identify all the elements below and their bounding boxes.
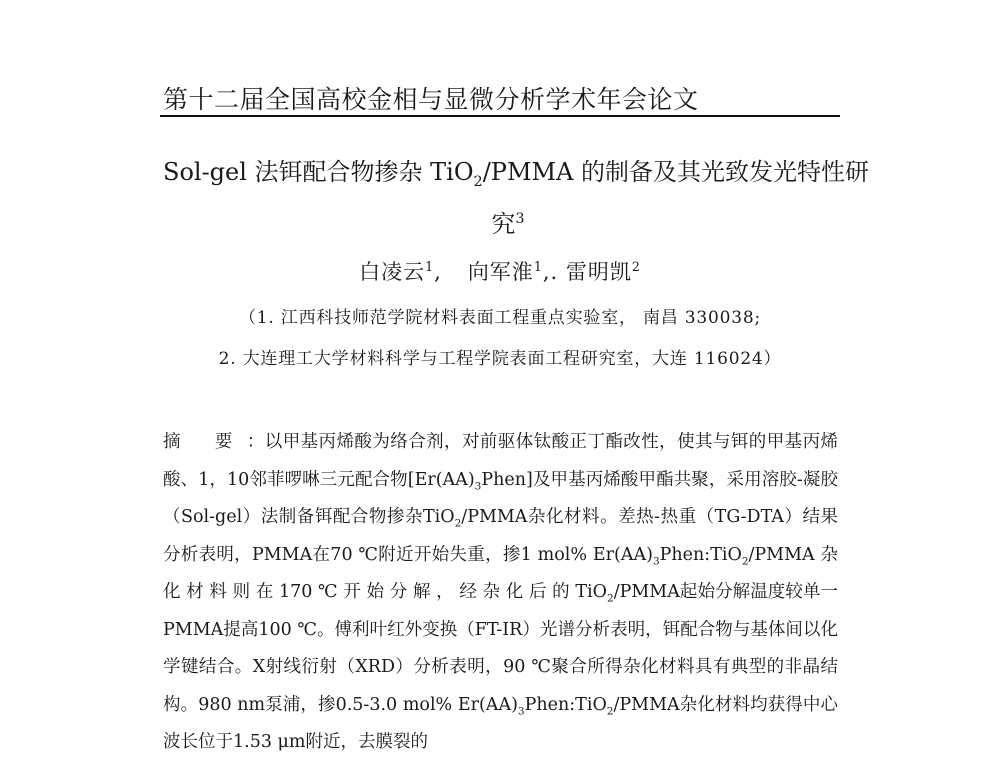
paper-title-line1: Sol-gel 法铒配合物掺杂 TiO$_2$/PMMA 的制备及其光致发光特性研 — [163, 158, 870, 190]
proceedings-title: 第十二届全国高校金相与显微分析学术年会论文 — [163, 85, 699, 114]
abstract-label: 摘 要 — [163, 432, 247, 452]
author-affil-mark: 1 — [533, 259, 543, 274]
affiliation-line: （1. 江西科技师范学院材料表面工程重点实验室， 南昌 330038; — [238, 308, 762, 328]
author-name: 白凌云 — [359, 260, 426, 284]
affiliation-line: 2. 大连理工大学材料科学与工程学院表面工程研究室，大连 116024） — [218, 349, 782, 369]
paper-title — [163, 146, 870, 250]
author-affil-mark: 2 — [631, 259, 641, 274]
header-divider — [160, 115, 840, 117]
author-name: 向军淮 — [467, 260, 534, 284]
author-name: 雷明凯 — [565, 260, 632, 284]
abstract: 摘 要：以甲基丙烯酸为络合剂，对前驱体钛酸正丁酯改性，使其与铒的甲基丙烯酸、1，10邻菲啰啉三元配合物$[Er(AA)_3Phen]$及甲基丙烯酸甲酯共聚，采用溶胶-凝胶（Sol-gel）法制备铒配合物掺杂TiO$_2$/PMMA杂化材料。差热-热重（TG-DTA）结果分析表明，PMMA在70 ℃附近开始失重，掺1 mol% $Er(AA)_3Phen:TiO_2$/PMMA 杂 化 材 料 则 在 170 ℃ 开 始 分 解 ， 经 杂 化 后 的 TiO$_2$/PMMA起始分解温度较单一PMMA提高100 ℃。傅利叶红外变换（FT-IR）光谱分析表明，铒配合物与基体间以化学键结合。X射线衍射（XRD）分析表明，90 ℃聚合所得杂化材料具有典型的非晶结构。980 nm泵浦，掺0.5-3.0 mol% $Er(AA)_3Phen:TiO_2$/PMMA杂化材料均获得中心波长位于1.53 μm附近，去膜裂的 — [163, 432, 839, 752]
author-list: 白凌云$^1$, 向军淮$^1$,. 雷明凯$^2$ — [359, 259, 641, 284]
author-affil-mark: 1 — [425, 259, 435, 274]
paper-title-line2: 究$^3$ — [491, 210, 525, 238]
